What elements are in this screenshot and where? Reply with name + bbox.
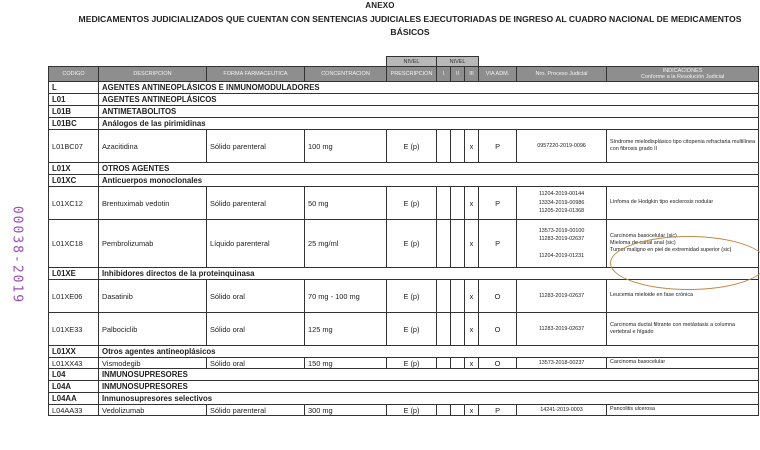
proceso-number: 11283-2019-02637 xyxy=(538,325,585,332)
cell-codigo: L01XE33 xyxy=(49,313,99,346)
category-label: AGENTES ANTINEOPLÁSICOS xyxy=(99,94,759,106)
cell-via: P xyxy=(479,130,517,163)
nivel-header-1: NIVEL xyxy=(387,57,437,67)
proceso-number: 13573-2018-00237 xyxy=(538,359,585,366)
cell-concentracion: 70 mg - 100 mg xyxy=(305,280,387,313)
proceso-number: 11204-2019-00144 xyxy=(538,191,585,198)
proceso-number xyxy=(520,244,603,253)
indicacion-text: Mieloma de canal anal (sic) xyxy=(610,239,676,246)
category-code: L04AA xyxy=(49,393,99,405)
cell-nivel-i xyxy=(437,220,451,268)
indicacion-text: Pancolitis ulcerosa xyxy=(610,406,655,413)
category-code: L01XX xyxy=(49,346,99,358)
cell-concentracion: 300 mg xyxy=(305,405,387,416)
indicaciones-label: INDICACIONES xyxy=(662,68,703,74)
category-code: L01X xyxy=(49,163,99,175)
category-label: Anticuerpos monoclonales xyxy=(99,175,759,187)
cell-prescripcion: E (p) xyxy=(387,313,437,346)
col-header-descripcion: DESCRIPCION xyxy=(99,67,207,82)
indicacion-text: Carcinoma ductal filtrante con metástasis a columna vertebral e hígado xyxy=(610,321,735,335)
proceso-number: 11283-2019-02637 xyxy=(538,236,585,242)
cell-via: O xyxy=(479,313,517,346)
cell-proceso xyxy=(517,405,607,416)
cell-nivel-iii: x xyxy=(465,405,479,416)
proceso-number: 0957220-2019-0096 xyxy=(537,142,586,149)
cell-proceso xyxy=(517,358,607,369)
cell-concentracion: 100 mg xyxy=(305,130,387,163)
cell-indicaciones xyxy=(607,358,759,369)
cell-forma: Sólido parenteral xyxy=(207,130,305,163)
cell-nivel-iii: x xyxy=(465,187,479,220)
proceso-number: 14241-2019-0003 xyxy=(540,406,583,413)
cell-prescripcion: E (p) xyxy=(387,130,437,163)
category-label: Inhibidores directos de la proteinquinasa xyxy=(99,268,759,280)
category-label: AGENTES ANTINEOPLÁSICOS E INMUNOMODULADORES xyxy=(99,82,759,94)
cell-nivel-i xyxy=(437,358,451,369)
category-code: L01 xyxy=(49,94,99,106)
category-label: OTROS AGENTES xyxy=(99,163,759,175)
category-label: ANTIMETABOLITOS xyxy=(99,106,759,118)
indicacion-text: Síndrome mielodisplásico tipo citopenia refractaria multilínea con fibrosis grado II xyxy=(610,138,756,152)
category-row xyxy=(49,94,759,106)
category-row xyxy=(49,106,759,118)
cell-nivel-i xyxy=(437,280,451,313)
cell-nivel-iii: x xyxy=(465,220,479,268)
indicacion-text: Carcinoma basocelular xyxy=(610,359,666,366)
cell-codigo: L01BC07 xyxy=(49,130,99,163)
cell-proceso xyxy=(517,313,607,346)
cell-prescripcion: E (p) xyxy=(387,187,437,220)
cell-nivel-i xyxy=(437,405,451,416)
cell-codigo: L04AA33 xyxy=(49,405,99,416)
medication-row xyxy=(49,313,759,346)
cell-nivel-ii xyxy=(451,187,465,220)
cell-descripcion: Palbociclib xyxy=(99,313,207,346)
category-code: L04 xyxy=(49,369,99,381)
document-title: MEDICAMENTOS JUDICIALIZADOS QUE CUENTAN CON SENTENCIAS JUDICIALES EJECUTORIADAS DE INGRESO AL CUADRO NACIONAL DE MEDICAMENTOS BÁSICOS xyxy=(78,14,742,37)
cell-descripcion: Azacitidina xyxy=(99,130,207,163)
cell-via: P xyxy=(479,220,517,268)
category-code: L01XE xyxy=(49,268,99,280)
category-code: L01BC xyxy=(49,118,99,130)
cell-nivel-ii xyxy=(451,358,465,369)
col-header-nivel-iii: III xyxy=(465,67,479,82)
cell-codigo: L01XE06 xyxy=(49,280,99,313)
cell-forma: Sólido parenteral xyxy=(207,405,305,416)
category-label: INMUNOSUPRESORES xyxy=(99,381,759,393)
proceso-number: 13573-2019-00100 xyxy=(538,227,585,234)
cell-concentracion: 150 mg xyxy=(305,358,387,369)
cell-indicaciones xyxy=(607,130,759,163)
category-code: L01XC xyxy=(49,175,99,187)
cell-concentracion: 25 mg/ml xyxy=(305,220,387,268)
cell-nivel-ii xyxy=(451,280,465,313)
cell-descripcion: Vismodegib xyxy=(99,358,207,369)
cell-descripcion: Brentuximab vedotin xyxy=(99,187,207,220)
handwritten-ellipse-annotation xyxy=(610,236,760,290)
cell-forma: Sólido parenteral xyxy=(207,187,305,220)
cell-nivel-iii: x xyxy=(465,280,479,313)
cell-proceso xyxy=(517,130,607,163)
cell-forma: Sólido oral xyxy=(207,358,305,369)
category-row xyxy=(49,369,759,381)
proceso-number: 11205-2019-01368 xyxy=(538,208,585,215)
cell-prescripcion: E (p) xyxy=(387,280,437,313)
col-header-nivel-i: I xyxy=(437,67,451,82)
col-header-indicaciones xyxy=(607,67,759,82)
medication-row xyxy=(49,405,759,416)
cell-forma: Líquido parenteral xyxy=(207,220,305,268)
col-header-nivel-ii: II xyxy=(451,67,465,82)
category-row xyxy=(49,175,759,187)
indicacion-text: Linfoma de Hodgkin tipo esclerosis nodular xyxy=(610,199,714,206)
cell-indicaciones xyxy=(607,405,759,416)
category-row xyxy=(49,393,759,405)
cell-nivel-iii: x xyxy=(465,130,479,163)
cell-proceso xyxy=(517,220,607,268)
cell-prescripcion: E (p) xyxy=(387,405,437,416)
col-header-prescripcion: PRESCRIPCION xyxy=(387,67,437,82)
cell-descripcion: Pembrolizumab xyxy=(99,220,207,268)
cell-descripcion: Dasatinib xyxy=(99,280,207,313)
cell-via: O xyxy=(479,358,517,369)
cell-nivel-ii xyxy=(451,130,465,163)
col-header-concentracion: CONCENTRACION xyxy=(305,67,387,82)
cell-forma: Sólido oral xyxy=(207,280,305,313)
cell-via: O xyxy=(479,280,517,313)
cell-codigo: L01XC12 xyxy=(49,187,99,220)
col-header-via: VIA ADM. xyxy=(479,67,517,82)
category-row xyxy=(49,163,759,175)
cell-indicaciones xyxy=(607,187,759,220)
indicaciones-sublabel: Conforme a la Resolución Judicial xyxy=(640,74,725,80)
col-header-codigo: CODIGO xyxy=(49,67,99,82)
cell-prescripcion: E (p) xyxy=(387,220,437,268)
cell-codigo: L01XX43 xyxy=(49,358,99,369)
cell-nivel-i xyxy=(437,313,451,346)
stamp-text: 00038-2019 xyxy=(9,205,25,305)
cell-indicaciones xyxy=(607,313,759,346)
proceso-number: 13334-2019-00986 xyxy=(538,199,585,206)
cell-nivel-iii: x xyxy=(465,358,479,369)
cell-via: P xyxy=(479,405,517,416)
category-label: Inmunosupresores selectivos xyxy=(99,393,759,405)
category-row xyxy=(49,346,759,358)
cell-proceso xyxy=(517,187,607,220)
indicacion-text: Tumor maligno en piel de extremidad superior (sic) xyxy=(610,247,732,254)
category-code: L01B xyxy=(49,106,99,118)
indicacion-text: Carcinoma basocelular (sic) xyxy=(610,232,677,239)
medication-row xyxy=(49,187,759,220)
category-label: INMUNOSUPRESORES xyxy=(99,369,759,381)
cell-concentracion: 50 mg xyxy=(305,187,387,220)
cell-nivel-i xyxy=(437,130,451,163)
cell-forma: Sólido oral xyxy=(207,313,305,346)
cell-codigo: L01XC18 xyxy=(49,220,99,268)
cell-via: P xyxy=(479,187,517,220)
cell-nivel-ii xyxy=(451,313,465,346)
proceso-number: 11283-2019-02637 xyxy=(538,292,585,299)
nivel-header-2: NIVEL xyxy=(437,57,479,67)
category-row xyxy=(49,118,759,130)
cell-prescripcion: E (p) xyxy=(387,358,437,369)
col-header-proceso: Nro. Proceso Judicial xyxy=(517,67,607,82)
cell-nivel-ii xyxy=(451,405,465,416)
cell-nivel-iii: x xyxy=(465,313,479,346)
indicacion-text: Leucemia mieloide en fase crónica xyxy=(610,292,694,299)
category-label: Otros agentes antineoplásicos xyxy=(99,346,759,358)
category-row xyxy=(49,82,759,94)
category-label: Análogos de las pirimidinas xyxy=(99,118,759,130)
category-row xyxy=(49,381,759,393)
level-group-row xyxy=(49,57,759,67)
cell-nivel-i xyxy=(437,187,451,220)
medication-row xyxy=(49,130,759,163)
column-header-row xyxy=(49,67,759,82)
annex-heading: ANEXO xyxy=(365,1,395,10)
cell-nivel-ii xyxy=(451,220,465,268)
proceso-number: 11204-2019-01231 xyxy=(538,253,585,259)
cell-descripcion: Vedolizumab xyxy=(99,405,207,416)
col-header-forma: FORMA FARMACEUTICA xyxy=(207,67,305,82)
page-number-stamp xyxy=(6,180,28,330)
cell-concentracion: 125 mg xyxy=(305,313,387,346)
cell-proceso xyxy=(517,280,607,313)
medication-table xyxy=(48,56,759,416)
medication-row xyxy=(49,358,759,369)
category-code: L xyxy=(49,82,99,94)
category-code: L04A xyxy=(49,381,99,393)
